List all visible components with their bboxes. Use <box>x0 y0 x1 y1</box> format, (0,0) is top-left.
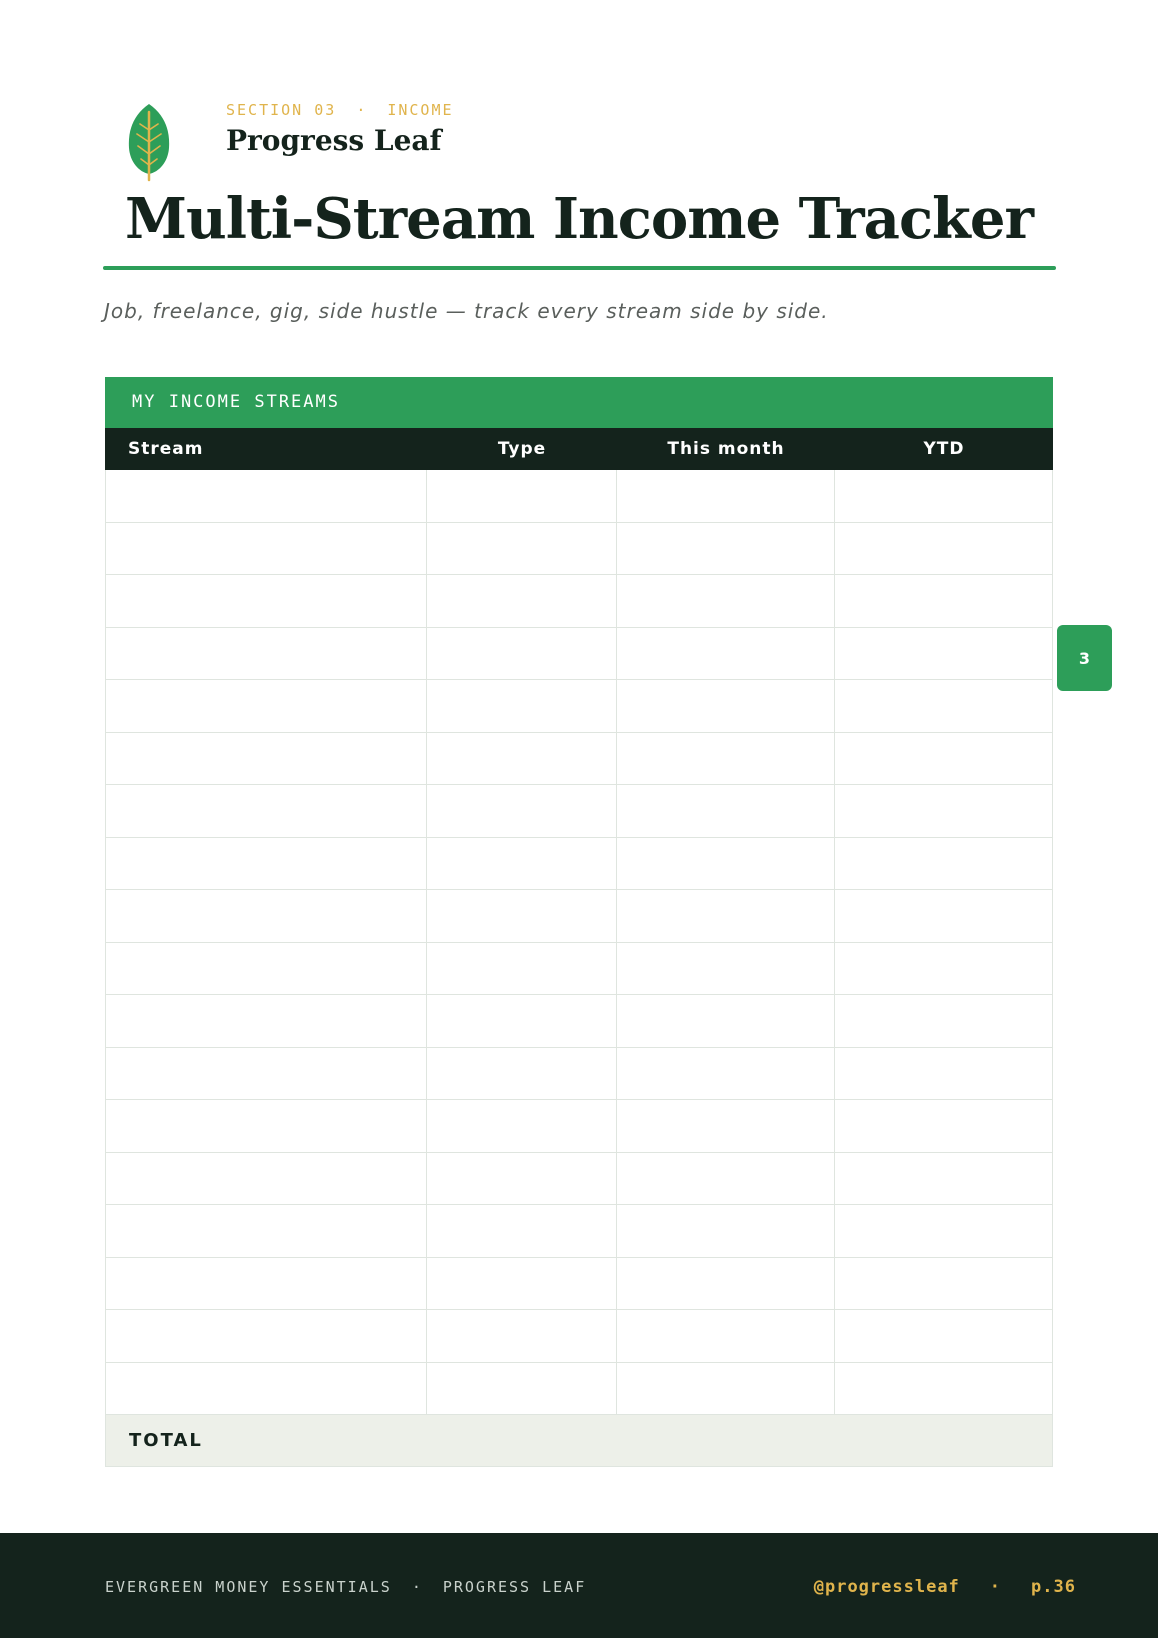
cell-stream[interactable] <box>105 785 427 837</box>
cell-type[interactable] <box>427 628 617 680</box>
cell-type[interactable] <box>427 1363 617 1415</box>
cell-ytd[interactable] <box>835 1258 1053 1310</box>
cell-this-month[interactable] <box>617 1153 835 1205</box>
cell-this-month[interactable] <box>617 890 835 942</box>
cell-type[interactable] <box>427 1153 617 1205</box>
cell-this-month[interactable] <box>617 838 835 890</box>
page-subtitle: Job, freelance, gig, side hustle — track every stream side by side. <box>104 299 829 323</box>
cell-stream[interactable] <box>105 995 427 1047</box>
table-row <box>105 1205 1053 1258</box>
table-row <box>105 995 1053 1048</box>
cell-stream[interactable] <box>105 470 427 522</box>
cell-type[interactable] <box>427 470 617 522</box>
column-header-ytd: YTD <box>923 439 965 459</box>
cell-ytd[interactable] <box>835 1205 1053 1257</box>
table-header-row <box>105 428 1053 470</box>
column-header-this-month: This month <box>667 439 785 459</box>
cell-this-month[interactable] <box>617 733 835 785</box>
cell-ytd[interactable] <box>835 995 1053 1047</box>
footer-brand: PROGRESS LEAF <box>442 1578 587 1596</box>
total-label: TOTAL <box>129 1430 203 1451</box>
table-row <box>105 470 1053 523</box>
income-tracker-table <box>105 377 1053 1467</box>
cell-ytd[interactable] <box>835 785 1053 837</box>
cell-ytd[interactable] <box>835 943 1053 995</box>
cell-ytd[interactable] <box>835 470 1053 522</box>
cell-stream[interactable] <box>105 733 427 785</box>
cell-this-month[interactable] <box>617 943 835 995</box>
cell-type[interactable] <box>427 1205 617 1257</box>
cell-stream[interactable] <box>105 680 427 732</box>
cell-ytd[interactable] <box>835 575 1053 627</box>
cell-stream[interactable] <box>105 1205 427 1257</box>
leaf-icon <box>126 102 172 182</box>
cell-stream[interactable] <box>105 1310 427 1362</box>
cell-this-month[interactable] <box>617 1100 835 1152</box>
cell-stream[interactable] <box>105 1258 427 1310</box>
cell-ytd[interactable] <box>835 680 1053 732</box>
table-row <box>105 1048 1053 1101</box>
cell-this-month[interactable] <box>617 575 835 627</box>
cell-stream[interactable] <box>105 628 427 680</box>
footer-page-number: p.36 <box>1031 1577 1076 1597</box>
table-row <box>105 1100 1053 1153</box>
cell-ytd[interactable] <box>835 1048 1053 1100</box>
cell-this-month[interactable] <box>617 1258 835 1310</box>
section-tab-label: 3 <box>1078 648 1091 668</box>
footer-publication <box>105 1578 586 1596</box>
table-row <box>105 785 1053 838</box>
table-row <box>105 838 1053 891</box>
cell-stream[interactable] <box>105 890 427 942</box>
cell-stream[interactable] <box>105 1100 427 1152</box>
section-category: INCOME <box>387 101 454 119</box>
cell-stream[interactable] <box>105 1153 427 1205</box>
cell-this-month[interactable] <box>617 470 835 522</box>
cell-this-month[interactable] <box>617 1048 835 1100</box>
cell-type[interactable] <box>427 943 617 995</box>
cell-ytd[interactable] <box>835 1310 1053 1362</box>
cell-ytd[interactable] <box>835 1100 1053 1152</box>
footer-publication-name: EVERGREEN MONEY ESSENTIALS <box>105 1578 392 1596</box>
title-divider <box>103 266 1056 270</box>
cell-type[interactable] <box>427 1100 617 1152</box>
cell-type[interactable] <box>427 890 617 942</box>
cell-this-month[interactable] <box>617 523 835 575</box>
column-header-type: Type <box>497 439 547 459</box>
cell-stream[interactable] <box>105 1363 427 1415</box>
cell-this-month[interactable] <box>617 1310 835 1362</box>
cell-ytd[interactable] <box>835 628 1053 680</box>
footer-handle: @progressleaf <box>813 1577 960 1597</box>
cell-type[interactable] <box>427 733 617 785</box>
cell-type[interactable] <box>427 995 617 1047</box>
cell-type[interactable] <box>427 523 617 575</box>
cell-stream[interactable] <box>105 943 427 995</box>
table-row <box>105 1363 1053 1416</box>
footer-meta-separator: · <box>989 1577 1002 1597</box>
table-row <box>105 1258 1053 1311</box>
page-title: Multi-Stream Income Tracker <box>125 186 1033 252</box>
cell-this-month[interactable] <box>617 1205 835 1257</box>
cell-ytd[interactable] <box>835 890 1053 942</box>
cell-this-month[interactable] <box>617 785 835 837</box>
cell-ytd[interactable] <box>835 1363 1053 1415</box>
cell-ytd[interactable] <box>835 1153 1053 1205</box>
table-row <box>105 575 1053 628</box>
cell-stream[interactable] <box>105 523 427 575</box>
cell-this-month[interactable] <box>617 628 835 680</box>
cell-ytd[interactable] <box>835 838 1053 890</box>
cell-stream[interactable] <box>105 575 427 627</box>
section-tab[interactable] <box>1057 625 1112 691</box>
cell-stream[interactable] <box>105 838 427 890</box>
eyebrow-separator: · <box>356 101 368 119</box>
table-row <box>105 628 1053 681</box>
brand-name: Progress Leaf <box>226 124 442 157</box>
section-eyebrow <box>226 101 454 119</box>
table-row <box>105 523 1053 576</box>
cell-this-month[interactable] <box>617 680 835 732</box>
table-section-title: MY INCOME STREAMS <box>105 377 1053 428</box>
cell-type[interactable] <box>427 575 617 627</box>
section-label: SECTION 03 <box>226 101 337 119</box>
cell-type[interactable] <box>427 1048 617 1100</box>
table-body <box>105 470 1053 1415</box>
cell-ytd[interactable] <box>835 733 1053 785</box>
cell-ytd[interactable] <box>835 523 1053 575</box>
column-header-stream: Stream <box>128 439 204 459</box>
table-row <box>105 733 1053 786</box>
cell-this-month[interactable] <box>617 995 835 1047</box>
footer-meta <box>814 1577 1076 1597</box>
table-row <box>105 1153 1053 1206</box>
table-row <box>105 890 1053 943</box>
table-row <box>105 943 1053 996</box>
footer-separator: · <box>411 1578 423 1596</box>
table-row <box>105 1310 1053 1363</box>
cell-stream[interactable] <box>105 1048 427 1100</box>
table-row <box>105 680 1053 733</box>
cell-this-month[interactable] <box>617 1363 835 1415</box>
cell-type[interactable] <box>427 838 617 890</box>
cell-type[interactable] <box>427 785 617 837</box>
cell-type[interactable] <box>427 1258 617 1310</box>
cell-type[interactable] <box>427 1310 617 1362</box>
total-row <box>105 1415 1053 1467</box>
cell-type[interactable] <box>427 680 617 732</box>
